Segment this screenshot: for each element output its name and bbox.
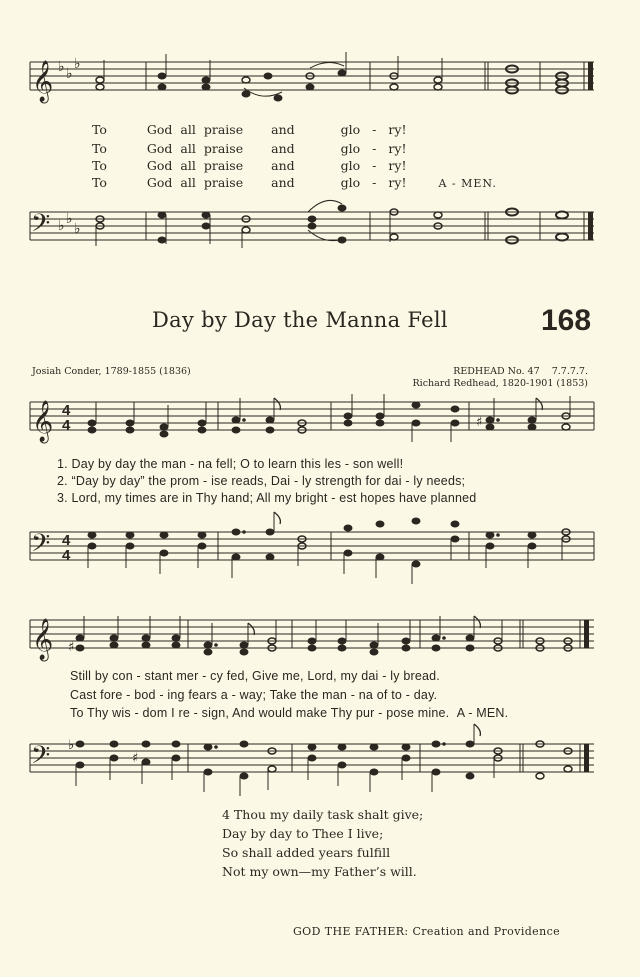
verse4-line: Not my own—my Father’s will. <box>222 864 417 879</box>
svg-text:𝄞: 𝄞 <box>32 61 54 102</box>
section-name: GOD THE FATHER: <box>293 925 409 938</box>
system2-verse1-lyrics: Still by con - stant mer - cy fed, Give me, Lord, my dai - ly bread. <box>70 669 440 683</box>
hymn-title: Day by Day the Manna Fell <box>152 308 448 332</box>
svg-text:♭: ♭ <box>68 738 75 753</box>
svg-text:♭: ♭ <box>58 218 65 234</box>
system2-verse3-lyrics: To Thy wis - dom I re - sign, And would make Thy pur - pose mine. A - MEN. <box>70 706 509 720</box>
svg-text:4: 4 <box>62 402 71 419</box>
svg-text:𝄢: 𝄢 <box>31 529 51 564</box>
verse2-lyrics: 2. “Day by day” the prom - ise reads, Dai - ly strength for dai - ly needs; <box>57 474 466 488</box>
verse4-line: 4 Thou my daily task shalt give; <box>222 807 424 822</box>
lyric-line: To God all praise and glo - ry! <box>92 122 407 137</box>
svg-text:4: 4 <box>62 547 71 564</box>
verse4-line: So shall added years fulfill <box>222 845 391 860</box>
amen-label: A - MEN. <box>456 706 509 720</box>
verse1-lyrics: 1. Day by day the man - na fell; O to learn this les - son well! <box>57 457 404 471</box>
lyric-line: To God all praise and glo - ry! A - MEN. <box>92 175 497 190</box>
svg-text:𝄢: 𝄢 <box>31 741 51 776</box>
svg-text:4: 4 <box>62 417 71 434</box>
svg-text:♭: ♭ <box>58 59 65 75</box>
lyric-line: To God all praise and glo - ry! <box>92 158 407 173</box>
svg-text:♭: ♭ <box>66 66 73 82</box>
svg-text:4: 4 <box>62 532 71 549</box>
tune-name: REDHEAD No. 47 <box>453 366 540 377</box>
svg-text:𝄞: 𝄞 <box>32 619 54 660</box>
system1-treble-staff <box>0 380 640 460</box>
system2-bass-staff <box>0 722 640 802</box>
svg-text:♯: ♯ <box>68 640 75 655</box>
verse3-lyrics: 3. Lord, my times are in Thy hand; All my bright - est hopes have planned <box>57 491 477 505</box>
top-bass-staff <box>0 190 640 270</box>
verse4-line: Day by day to Thee I live; <box>222 826 384 841</box>
svg-text:♭: ♭ <box>74 56 81 72</box>
system2-verse2-lyrics: Cast fore - bod - ing fears a - way; Take the man - na of to - day. <box>70 688 438 702</box>
section-footer <box>293 925 560 938</box>
svg-text:♭: ♭ <box>66 211 73 227</box>
subsection-name: Creation and Providence <box>412 925 561 938</box>
lyric-line: To God all praise and glo - ry! <box>92 141 407 156</box>
tune-credit <box>453 366 588 377</box>
svg-text:♭: ♭ <box>74 221 81 237</box>
svg-text:♯: ♯ <box>476 415 483 430</box>
tune-meter: 7.7.7.7. <box>551 366 588 377</box>
svg-text:𝄢: 𝄢 <box>31 209 51 244</box>
system1-bass-staff <box>0 510 640 590</box>
svg-text:♯: ♯ <box>132 751 139 766</box>
hymn-number: 168 <box>541 304 592 337</box>
svg-text:𝄞: 𝄞 <box>32 401 54 442</box>
author-credit: Josiah Conder, 1789-1855 (1836) <box>32 366 191 377</box>
composer-credit: Richard Redhead, 1820-1901 (1853) <box>412 378 588 389</box>
system2-treble-staff <box>0 598 640 678</box>
